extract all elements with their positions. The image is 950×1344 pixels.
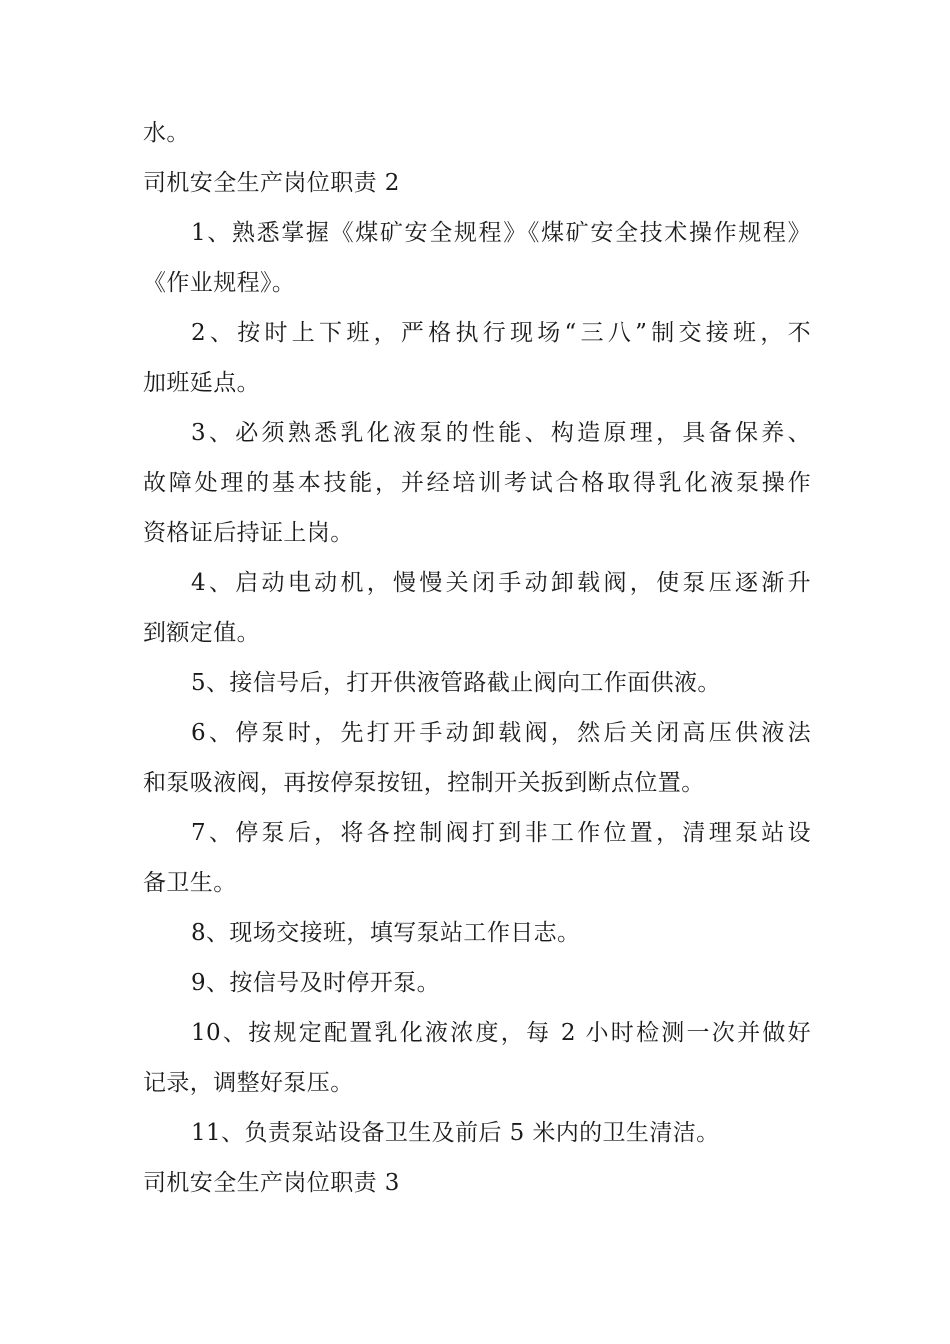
duty-item-line: 加班延点。	[143, 370, 260, 396]
duty-item	[143, 808, 811, 908]
document-page	[143, 108, 811, 1208]
duty-item-line: 6、停泵时，先打开手动卸载阀，然后关闭高压供液法	[191, 720, 811, 746]
duty-item-line: 11、负责泵站设备卫生及前后 5 米内的卫生清洁。	[191, 1120, 720, 1146]
duty-item	[143, 908, 811, 958]
duty-item-line: 8、现场交接班，填写泵站工作日志。	[191, 920, 581, 946]
duty-item-line: 1、熟悉掌握《煤矿安全规程》《煤矿安全技术操作规程》	[191, 220, 811, 246]
duty-item	[143, 558, 811, 658]
duty-item-line: 9、按信号及时停开泵。	[191, 970, 441, 996]
section-heading-3: 司机安全生产岗位职责 3	[143, 1170, 400, 1196]
duty-item	[143, 208, 811, 308]
duty-item	[143, 308, 811, 408]
duty-item-line: 记录，调整好泵压。	[143, 1070, 354, 1096]
duty-item-line: 《作业规程》。	[143, 270, 296, 296]
paragraph-fragment: 水。	[143, 120, 190, 146]
duty-item-line: 7、停泵后，将各控制阀打到非工作位置，清理泵站设	[191, 820, 811, 846]
duty-item-line: 资格证后持证上岗。	[143, 520, 354, 546]
duty-item-line: 4、启动电动机，慢慢关闭手动卸载阀，使泵压逐渐升	[191, 570, 811, 596]
duty-item	[143, 1108, 811, 1158]
duty-item-line: 5、接信号后，打开供液管路截止阀向工作面供液。	[191, 670, 721, 696]
duty-item	[143, 958, 811, 1008]
duty-item-line: 2、按时上下班，严格执行现场“三八”制交接班，不	[191, 320, 811, 346]
duty-item-line: 和泵吸液阀，再按停泵按钮，控制开关扳到断点位置。	[143, 770, 705, 796]
duty-item-line: 10、按规定配置乳化液浓度，每 2 小时检测一次并做好	[191, 1020, 811, 1046]
duty-item-line: 故障处理的基本技能，并经培训考试合格取得乳化液泵操作	[143, 470, 811, 496]
duty-item	[143, 1008, 811, 1108]
section-heading-2: 司机安全生产岗位职责 2	[143, 170, 400, 196]
duty-item	[143, 408, 811, 558]
duty-item-line: 备卫生。	[143, 870, 237, 896]
duty-item	[143, 708, 811, 808]
duty-item-line: 到额定值。	[143, 620, 260, 646]
duty-item	[143, 658, 811, 708]
duty-item-line: 3、必须熟悉乳化液泵的性能、构造原理，具备保养、	[191, 420, 811, 446]
duty-list	[143, 208, 811, 1158]
